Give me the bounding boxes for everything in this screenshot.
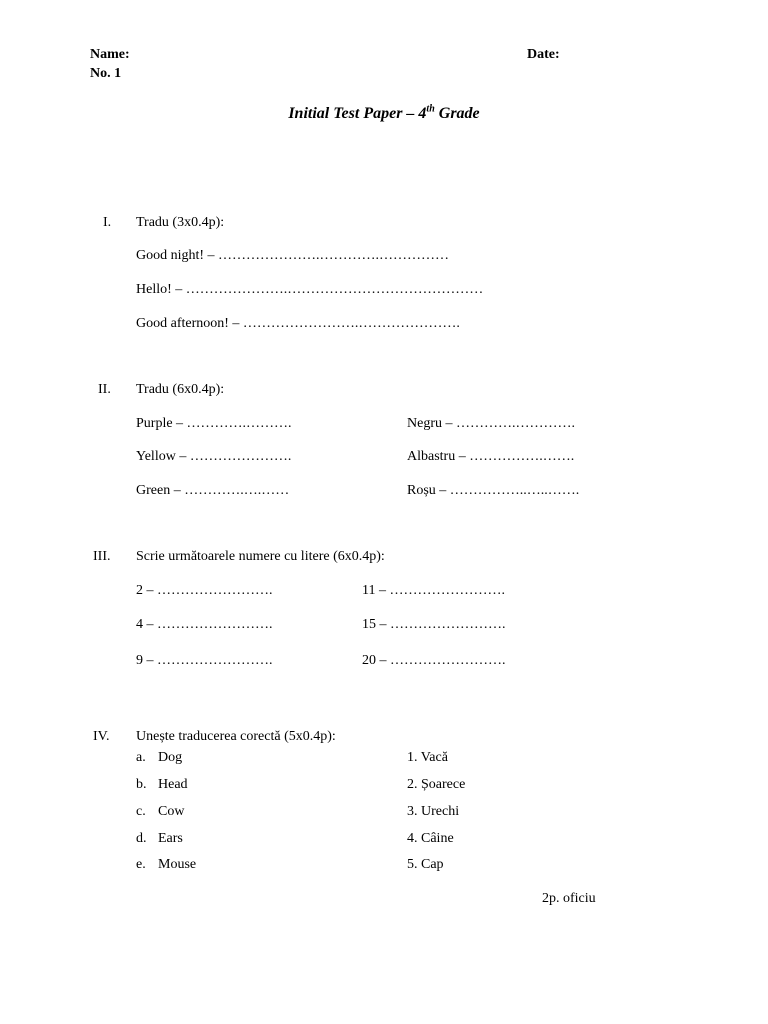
date-label: Date: (527, 47, 560, 62)
section2-right-item: Albastru – …………….……. (407, 449, 575, 464)
title-text-end: Grade (434, 105, 480, 122)
section2-left-item: Green – ………….….…… (136, 483, 290, 498)
title-text: Initial Test Paper – 4 (288, 105, 427, 122)
section2-heading: Tradu (6x0.4p): (136, 382, 225, 397)
matching-translation: 2. Șoarece (407, 777, 466, 792)
page-title (0, 103, 768, 122)
section3-heading: Scrie următoarele numere cu litere (6x0.4p): (136, 549, 385, 564)
matching-word: Dog (158, 750, 183, 765)
section2-left-item: Yellow – …………………. (136, 449, 292, 464)
name-label: Name: (90, 47, 130, 62)
paper-number: No. 1 (90, 66, 122, 81)
section2-right-item: Roșu – ……………..…..……. (407, 483, 580, 498)
section3-left-item: 9 – ……………………. (136, 653, 273, 668)
section1-heading: Tradu (3x0.4p): (136, 215, 225, 230)
section4-heading: Unește traducerea corectă (5x0.4p): (136, 729, 336, 744)
section3-right-item: 15 – ……………………. (362, 617, 506, 632)
section1-numeral: I. (103, 215, 112, 230)
matching-letter: c. (136, 804, 146, 819)
matching-word: Head (158, 777, 188, 792)
bonus-points: 2p. oficiu (542, 891, 596, 906)
matching-translation: 5. Cap (407, 857, 444, 872)
section1-line: Good night! – ………………….………….…………… (136, 248, 450, 263)
section3-numeral: III. (93, 549, 111, 564)
section4-numeral: IV. (93, 729, 110, 744)
section3-left-item: 2 – ……………………. (136, 583, 273, 598)
matching-word: Ears (158, 831, 183, 846)
section3-left-item: 4 – ……………………. (136, 617, 273, 632)
matching-translation: 3. Urechi (407, 804, 460, 819)
section2-right-item: Negru – ………….…………. (407, 416, 575, 431)
section2-left-item: Purple – ………….………. (136, 416, 292, 431)
matching-word: Cow (158, 804, 185, 819)
section3-right-item: 20 – ……………………. (362, 653, 506, 668)
section2-numeral: II. (98, 382, 111, 397)
section3-right-item: 11 – ……………………. (362, 583, 505, 598)
title-superscript: th (426, 103, 435, 115)
section1-line: Hello! – ………………….…………………………………… (136, 282, 484, 297)
matching-translation: 1. Vacă (407, 750, 448, 765)
matching-letter: d. (136, 831, 147, 846)
matching-letter: e. (136, 857, 146, 872)
matching-letter: b. (136, 777, 147, 792)
matching-letter: a. (136, 750, 146, 765)
matching-translation: 4. Câine (407, 831, 454, 846)
section1-line: Good afternoon! – …………………….…………………. (136, 316, 460, 331)
matching-word: Mouse (158, 857, 197, 872)
